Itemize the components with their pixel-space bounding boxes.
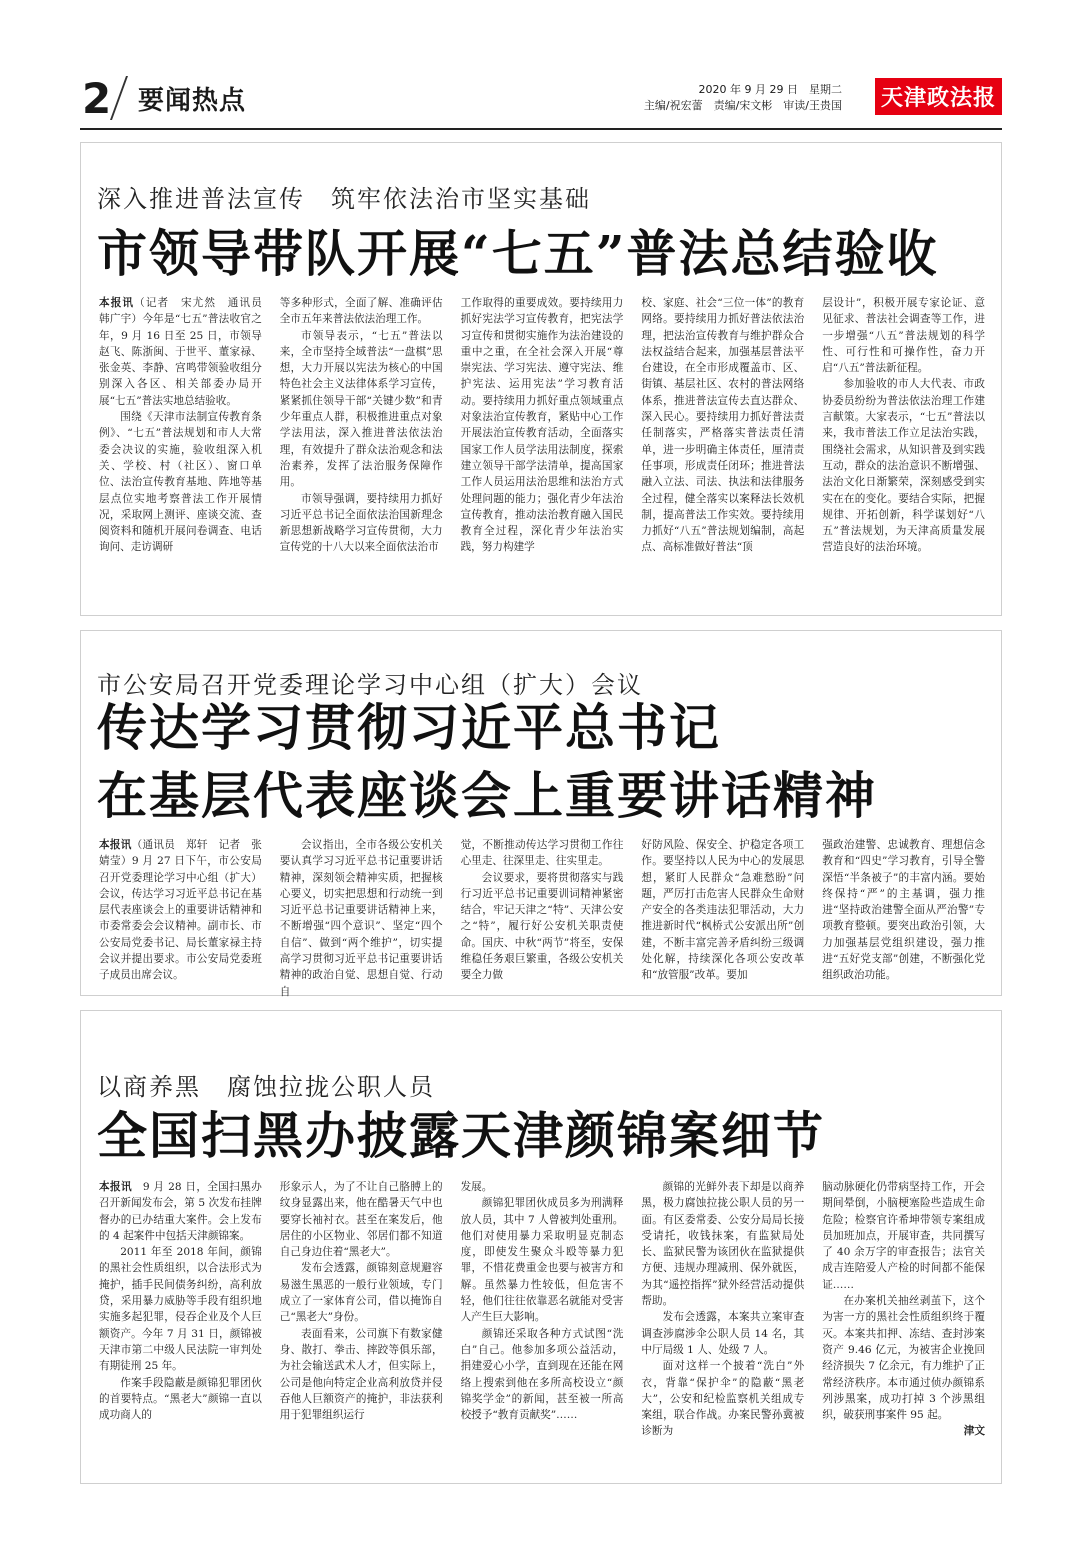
paragraph: 强政治建警、忠诚教育、理想信念教育和“四史”学习教育，引导全警深悟“半条被子”的丰富内涵。要始终保持“严”的主基调，强力推进“坚持政治建警全面从严治警”专项教育整顿。要突出政治引领，大力加强基层党组织建设，强力推进“五好党支部”创建，不断强化党组织政治功能。 — [822, 839, 985, 982]
body-column — [641, 837, 804, 987]
masthead — [80, 70, 1002, 130]
paragraph: 会议要求，要将贯彻落实与践行习近平总书记重要训词精神紧密结合，牢记天津之“特”、天津公安之“特”，履行好公安机关职责使命。国庆、中秋“两节”将至，安保维稳任务艰巨繁重，各级公安机关要全力做 — [460, 871, 624, 982]
article-headline: 市领导带队开展“七五”普法总结验收 — [97, 224, 939, 283]
body-column — [99, 295, 273, 597]
article-body — [99, 295, 985, 597]
article-kicker: 以商养黑 腐蚀拉拢公职人员 — [97, 1073, 435, 1101]
body-column — [279, 837, 443, 998]
paragraph: （记者 宋尤然 通讯员 韩广宇）今年是“七五”普法收官之年，9 月 16 日至 25 日，市领导赵飞、陈浙闽、于世平、董家禄、张金英、李静、宫鸣带领验收组分别深入各区、相关部委办局开展“七五”普法实地总结验收。 — [99, 297, 273, 407]
body-column — [99, 1179, 262, 1475]
paragraph: 颜锦还采取各种方式试图“洗白”自己。他参加多项公益活动，捐建爱心小学，直到现在还能在网络上搜索到他在多所高校设立“颜锦奖学金”的新闻，甚至被一所高校授予“教育贡献奖”…… — [460, 1327, 624, 1422]
edition-meta — [644, 82, 842, 114]
paragraph: 觉，不断推动传达学习贯彻工作往心里走、往深里走、往实里走。 — [460, 839, 624, 868]
paragraph: 围绕《天津市法制宣传教育条例》、“七五”普法规划和市人大常委会决议的实施，验收组深入机关、学校、村（社区）、窗口单位、法治宣传教育基地、阵地等基层点位实地考察普法工作开展情况，采取网上测评、座谈交流、查阅资料和随机开展问卷调查、电话询问、走访调研 — [99, 411, 262, 554]
article-kicker: 深入推进普法宣传 筑牢依法治市坚实基础 — [97, 185, 591, 213]
body-column — [280, 1179, 443, 1475]
article-yanjin-case — [80, 1010, 1002, 1484]
issue-date: 2020 年 9 月 29 日 星期二 — [698, 83, 842, 96]
paragraph: 等多种形式，全面了解、准确评估全市五年来普法依法治理工作。 — [279, 297, 443, 326]
paragraph: 发布会透露，颜锦刻意规避容易滋生黑恶的一般行业领域，专门成立了一家体育公司，借以掩饰自己“黑老大”身份。 — [279, 1262, 443, 1324]
lead-label: 本报讯 — [99, 1181, 132, 1193]
paragraph: 在办案机关抽丝剥茧下，这个为害一方的黑社会性质组织终于覆灭。本案共扣押、冻结、查封涉案资产 9.46 亿元，为被害企业挽回经济损失 7 亿余元，有力维护了正常经济秩序。本市通过侦办颜锦系列涉黑案，成功打掉 3 个涉黑组织，破获刑事案件 95 起。 — [822, 1295, 985, 1422]
paragraph: 形象示人，为了不让自己胳膊上的纹身显露出来，他在酷暑天气中也要穿长袖衬衣。甚至在案发后，他居住的小区物业、邻居们都不知道自己身边住着“黑老大”。 — [279, 1181, 443, 1259]
paragraph: 颜锦犯罪团伙成员多为刑满释放人员，其中 7 人曾被判处重刑。他们对使用暴力采取明显克制态度，即使发生聚众斗殴等暴力犯罪，不惜花费重金也要与被害方和解。虽然暴力性较低，但危害不轻，他们往往依靠恶名就能对受害人产生巨大影响。 — [460, 1197, 624, 1324]
newspaper-logo: 天津政法报 — [875, 78, 1002, 115]
paragraph: 9 月 28 日，全国扫黑办召开新闻发布会，第 5 次发布挂牌督办的已办结重大案件。会上发布的 4 起案件中包括天津颜锦案。 — [99, 1181, 262, 1242]
paragraph: 层设计”，积极开展专家论证、意见征求、普法社会调查等工作，进一步增强“八五”普法规划的科学性、可行性和可操作性，奋力开启“八五”普法新征程。 — [822, 297, 985, 375]
paragraph: 会议指出，全市各级公安机关要认真学习习近平总书记重要讲话精神，深刻领会精神实质，把握核心要义，切实把思想和行动统一到习近平总书记重要讲话精神上来，不断增强“四个意识”、坚定“四个自信”、做到“两个维护”，切实提高学习贯彻习近平总书记重要讲话精神的政治自觉、思想自觉、行动自 — [279, 839, 443, 998]
paragraph: 脑动脉硬化仍带病坚持工作，开会期间晕倒，小脑梗塞险些造成生命危险；检察官许希坤带领专案组成员加班加点，开展审查，共同撰写了 40 余万字的审查报告；法官关成吉连陪爱人产检的时间都不能保证…… — [822, 1181, 985, 1291]
article-pufa — [80, 142, 1002, 616]
lead-label: 本报讯 — [99, 839, 132, 851]
body-column — [822, 837, 985, 987]
body-column — [461, 1179, 624, 1475]
paragraph: 参加验收的市人大代表、市政协委员纷纷为普法依法治理工作建言献策。大家表示，“七五”普法以来，我市普法工作立足法治实践，围绕社会需求，从知识普及到实践互动，群众的法治意识不断增强、法治文化日渐繁荣，深刻感受到实实在在的变化。要结合实际，把握规律、开拓创新，科学谋划好“八五”普法规划，为天津高质量发展营造良好的法治环境。 — [822, 378, 985, 554]
masthead-rule — [80, 128, 1002, 130]
body-column — [822, 295, 985, 597]
section-title: 要闻热点 — [138, 86, 247, 116]
paragraph: 面对这样一个披着“洗白”外衣，背靠“保护伞”的隐蔽“黑老大”，公安和纪检监察机关组成专案组，联合作战。办案民警孙冀被诊断为 — [641, 1360, 805, 1438]
paragraph: （通讯员 郑轩 记者 张婧莹）9 月 27 日下午，市公安局召开党委理论学习中心组（扩大）会议，传达学习习近平总书记在基层代表座谈会上的重要讲话精神和市委常委会会议精神。副市长、市公安局党委书记、局长董家禄主持会议并提出要求。市公安局党委班子成员出席会议。 — [99, 839, 262, 982]
article-headline: 全国扫黑办披露天津颜锦案细节 — [97, 1106, 825, 1165]
byline-signature: 津文 — [963, 1425, 985, 1438]
paragraph: 作案手段隐蔽是颜锦犯罪团伙的首要特点。“黑老大”颜锦一直以成功商人的 — [99, 1376, 262, 1422]
page-number: 2 — [82, 74, 112, 123]
editor-credits: 主编/祝宏蕾 责编/宋文彬 审读/王贵国 — [643, 99, 842, 112]
body-column — [461, 295, 624, 597]
body-column — [461, 837, 624, 987]
paragraph: 发布会透露，本案共立案审查调查涉腐涉伞公职人员 14 名，其中厅局级 1 人、处级 7 人。 — [641, 1311, 805, 1356]
body-column — [641, 295, 804, 597]
paragraph: 校、家庭、社会“三位一体”的教育网络。要持续用力抓好普法依法治理，把法治宣传教育与维护群众合法权益结合起来，加强基层普法平台建设，在全市形成覆盖市、区、街镇、基层社区、农村的普法网络体系，推进普法宣传去直达群众、深入民心。要持续用力抓好普法责任制落实，严格落实普法责任清单，进一步明确主体责任，厘清责任事项，形成责任闭环；推进普法融入立法、司法、执法和法律服务全过程，健全落实以案释法长效机制，提高普法工作实效。要持续用力抓好“八五”普法规划编制，高起点、高标准做好普法“顶 — [641, 297, 805, 554]
article-headline-line2: 在基层代表座谈会上重要讲话精神 — [97, 766, 877, 825]
paragraph: 市领导强调，要持续用力抓好习近平总书记全面依法治国新理念新思想新战略学习宣传贯彻，大力宣传党的十八大以来全面依法治市 — [279, 492, 443, 554]
paragraph: 好防风险、保安全、护稳定各项工作。要坚持以人民为中心的发展思想，紧盯人民群众“急难愁盼”问题，严厉打击危害人民群众生命财产安全的各类违法犯罪活动，大力推进新时代“枫桥式公安派出所”创建，不断丰富完善矛盾纠纷三级调处化解，持续深化各项公安改革和“放管服”改革。要加 — [641, 839, 805, 982]
section-divider — [110, 76, 128, 120]
paragraph: 发展。 — [460, 1181, 493, 1193]
paragraph: 工作取得的重要成效。要持续用力抓好宪法学习宣传教育，把宪法学习宣传和贯彻实施作为法治建设的重中之重，在全社会深入开展“尊崇宪法、学习宪法、遵守宪法、维护宪法、运用宪法”学习教育活动。要持续用力抓好重点领域重点对象法治宣传教育，紧贴中心工作开展法治宣传教育活动，全面落实国家工作人员学法用法制度，探索建立领导干部学法清单，提高国家工作人员运用法治思维和法治方式处理问题的能力；强化青少年法治宣传教育，推动法治教育融入国民教育全过程，深化青少年法治实践，努力构建学 — [460, 297, 624, 554]
body-column — [280, 295, 443, 597]
paragraph: 颜锦的光鲜外表下却是以商养黑，极力腐蚀拉拢公职人员的另一面。有区委常委、公安分局局长接受请托，收钱抹案，有监狱局处长、监狱民警为该团伙在监狱提供方便、违规办理减刑、保外就医，为其“遥控指挥”狱外经营活动提供帮助。 — [641, 1181, 805, 1308]
article-body — [99, 1179, 985, 1475]
article-kicker: 市公安局召开党委理论学习中心组（扩大）会议 — [97, 671, 643, 699]
article-police-meeting — [80, 630, 1002, 996]
body-column — [99, 837, 262, 987]
lead-label: 本报讯 — [99, 297, 135, 309]
body-column — [822, 1179, 985, 1475]
article-body — [99, 837, 985, 998]
article-headline-line1: 传达学习贯彻习近平总书记 — [97, 698, 721, 757]
paragraph: 表面看来，公司旗下有数家健身、散打、拳击、摔跤等俱乐部，为社会输送武术人才，但实际上，公司是他向特定企业高利放贷并侵吞他人巨额资产的掩护，非法获利用于犯罪组织运行 — [279, 1327, 443, 1422]
paragraph: 2011 年至 2018 年间，颜锦的黑社会性质组织，以合法形式为掩护，插手民间债务纠纷，高利放贷，采用暴力威胁等手段有组织地实施多起犯罪，侵吞企业及个人巨额资产。今年 7 月 31 日，颜锦被天津市第二中级人民法院一审判处有期徒刑 25 年。 — [99, 1246, 262, 1373]
body-column — [641, 1179, 804, 1475]
paragraph: 市领导表示，“七五”普法以来，全市坚持全域普法“一盘棋”思想，大力开展以宪法为核心的中国特色社会主义法律体系学习宣传，紧紧抓住领导干部“关键少数”和青少年重点人群，积极推进重点对象学法用法，深入推进普法依法治理，有效提升了群众法治观念和法治素养，发挥了法治服务保障作用。 — [279, 329, 443, 489]
